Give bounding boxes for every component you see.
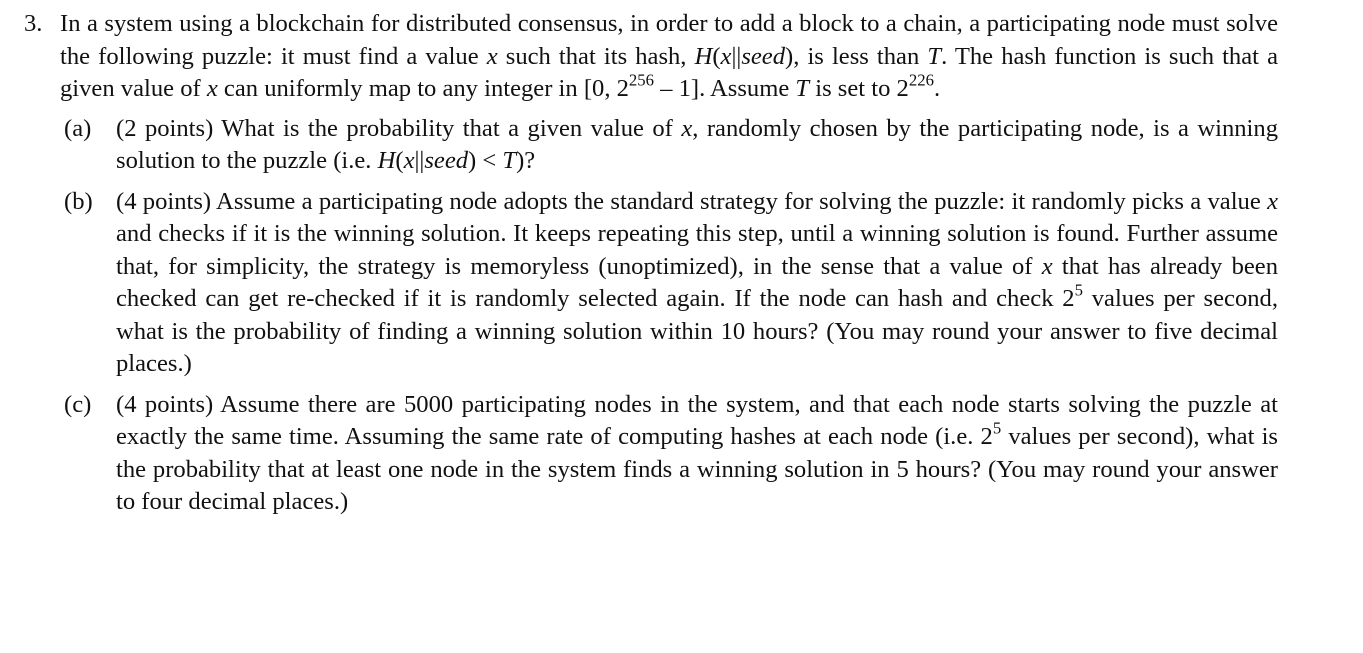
text-segment: (	[395, 147, 404, 174]
part-b-label: (b)	[64, 187, 93, 215]
part-c	[64, 389, 1278, 519]
problem-3	[24, 8, 1278, 527]
text-segment: .	[933, 75, 941, 102]
text-segment: – 1]. Assume	[654, 75, 796, 102]
math-symbol: H	[694, 42, 713, 70]
superscript: 226	[908, 70, 934, 90]
text-segment: ) <	[468, 147, 503, 174]
text-segment: (	[712, 42, 721, 70]
text-segment: , randomly chosen by the participating node, is a winning solution to the puzzle (i.e.	[116, 114, 1278, 174]
problem-parts	[24, 113, 1278, 519]
math-symbol: x	[486, 42, 498, 70]
text-segment: (2 points) What is the probability that a given value of	[116, 114, 682, 142]
text-segment: such that its hash,	[497, 42, 695, 70]
part-a-label: (a)	[64, 114, 92, 142]
problem-stem	[24, 8, 1278, 106]
superscript: 256	[628, 70, 654, 90]
text-segment: In a system using a blockchain for distributed consensus, in order to add a block to a chain, a participating node must solve the following puzzle: it must find a value	[60, 10, 1278, 70]
math-symbol: T	[795, 75, 810, 102]
math-symbol: T	[927, 42, 942, 70]
part-a-text	[116, 113, 1278, 178]
math-symbol: seed	[424, 147, 469, 174]
math-symbol: x	[403, 147, 415, 174]
text-segment: that has already been checked can get re-checked if it is randomly selected again. If the node can hash and check 2	[116, 252, 1278, 312]
text-segment: (4 points) Assume a participating node adopts the standard strategy for solving the puzzle: it randomly picks a value	[116, 187, 1268, 215]
part-a	[64, 113, 1278, 178]
text-segment: ), is less than	[785, 42, 928, 70]
text-segment: . The hash function is such that a given value of	[60, 42, 1278, 102]
text-segment: ||	[414, 147, 425, 174]
math-symbol: H	[377, 147, 396, 174]
text-segment: and checks if it is the winning solution. It keeps repeating this step, until a winning solution is found. Further assume that, for simplicity, the strategy is memoryless (unoptimized), in the sense that a value of	[116, 220, 1278, 280]
part-c-label: (c)	[64, 390, 92, 418]
text-segment: values per second, what is the probability of finding a winning solution within 10 hours? (You may round your answer to five decimal places.)	[116, 285, 1278, 377]
superscript: 5	[992, 418, 1002, 438]
problem-number: 3.	[24, 10, 43, 37]
math-symbol: x	[206, 75, 218, 102]
math-symbol: x	[1267, 187, 1278, 215]
part-c-text	[116, 389, 1278, 519]
math-symbol: T	[502, 147, 517, 174]
superscript: 5	[1074, 280, 1083, 300]
math-symbol: x	[720, 42, 732, 70]
math-symbol: x	[681, 114, 693, 142]
text-segment: is set to 2	[809, 75, 909, 102]
text-segment: )?	[516, 147, 536, 174]
problem-stem-text	[60, 8, 1278, 106]
text-segment: values per second), what is the probability that at least one node in the system finds a winning solution in 5 hours? (You may round your answer to four decimal places.)	[116, 423, 1278, 515]
text-segment: (4 points) Assume there are 5000 participating nodes in the system, and that each node starts solving the puzzle at exactly the same time. Assuming the same rate of computing hashes at each node (i.e. 2	[116, 390, 1278, 450]
math-symbol: seed	[741, 42, 786, 70]
part-b	[64, 186, 1278, 381]
text-segment: can uniformly map to any integer in [0, 2	[217, 75, 629, 102]
text-segment: ||	[731, 42, 742, 70]
part-b-text	[116, 186, 1278, 381]
math-symbol: x	[1041, 252, 1053, 280]
